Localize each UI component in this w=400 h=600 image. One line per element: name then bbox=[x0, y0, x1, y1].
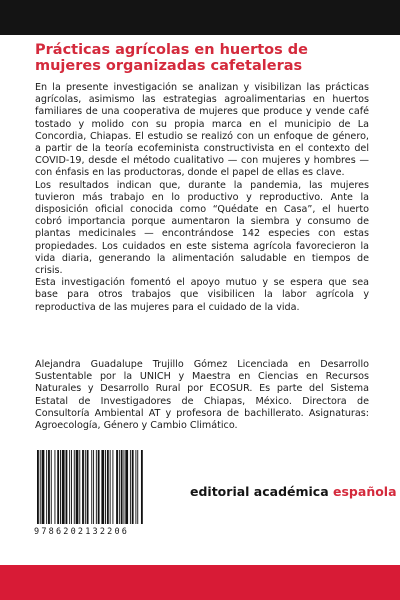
barcode-bar bbox=[105, 450, 106, 524]
barcode-bar bbox=[60, 450, 61, 524]
barcode-bar bbox=[119, 450, 120, 524]
book-title: Prácticas agrícolas en huertos de mujeres organizadas cafetaleras bbox=[35, 42, 309, 74]
barcode-bar bbox=[101, 450, 104, 524]
barcode-bar bbox=[141, 450, 143, 524]
top-color-band bbox=[0, 0, 400, 35]
abstract-paragraph: Los resultados indican que, durante la pandemia, las mujeres tuvieron más trabajo en lo productivo y reproductivo. Ante la disposición oficial conocida como “Quédate en Casa”, el huerto cobró importancia porque aumentaron la siembra y consumo de plantas medicinales — encontrándose 142 especies con estas propiedades. Los cuidados en este sistema agrícola favorecieron la vida diaria, generando la alimentación saludable en tiempos de crisis. bbox=[35, 179, 369, 277]
barcode-bar bbox=[121, 450, 123, 524]
barcode-bar bbox=[57, 450, 59, 524]
barcode-bar bbox=[96, 450, 97, 524]
barcode-bar bbox=[107, 450, 109, 524]
barcode-bar bbox=[85, 450, 86, 524]
barcode-bar bbox=[123, 450, 124, 524]
barcode-bar bbox=[48, 450, 50, 524]
barcode-bar bbox=[37, 450, 39, 524]
barcode-bar bbox=[79, 450, 80, 524]
barcode-bar bbox=[66, 450, 68, 524]
barcode-bar bbox=[137, 450, 138, 524]
publisher-name-accent: española bbox=[333, 484, 397, 499]
barcode-bar bbox=[98, 450, 100, 524]
barcode-bar bbox=[51, 450, 52, 524]
barcode-bar bbox=[130, 450, 131, 524]
barcode-bar bbox=[116, 450, 118, 524]
barcode-bar bbox=[93, 450, 94, 524]
barcode-bar bbox=[42, 450, 45, 524]
barcode-bar bbox=[91, 450, 92, 524]
publisher-logo bbox=[190, 484, 397, 499]
abstract-text bbox=[35, 82, 369, 314]
abstract-paragraph: En la presente investigación se analizan y visibilizan las prácticas agrícolas, asimismo las estrategias agroalimentarias en huertos familiares de una cooperativa de mujeres que produce y vende café tostado y molido con su propia marca en el municipio de La Concordia, Chiapas. El estudio se realizó con un enfoque de género, a partir de la teoría ecofeminista constructivista en el contexto del COVID-19, desde el método cualitativo — con mujeres y hombres — con énfasis en las productoras, donde el papel de ellas es clave. bbox=[35, 82, 369, 179]
barcode-bar bbox=[69, 450, 70, 524]
barcode-bar bbox=[135, 450, 136, 524]
barcode-bar bbox=[132, 450, 134, 524]
barcode-bar bbox=[87, 450, 89, 524]
publisher-name: editorial académica bbox=[190, 484, 329, 499]
barcode-bars bbox=[33, 448, 175, 526]
barcode-bar bbox=[54, 450, 55, 524]
barcode-bar bbox=[74, 450, 75, 524]
barcode-bar bbox=[46, 450, 47, 524]
barcode-bar bbox=[76, 450, 79, 524]
abstract-paragraph: Esta investigación fomentó el apoyo mutuo y se espera que sea base para otros trabajos que visibilicen la labor agrícola y reproductiva de las mujeres para el cuidado de la vida. bbox=[35, 277, 369, 313]
barcode-bar bbox=[62, 450, 65, 524]
barcode-bar bbox=[125, 450, 128, 524]
author-bio: Alejandra Guadalupe Trujillo Gómez Licenciada en Desarrollo Sustentable por la UNICH y Maestra en Ciencias en Recursos Naturales y Desarrollo Rural por ECOSUR. Es parte del Sistema Estatal de Investigadores de Chiapas, México. Directora de Consultoría Ambiental AT y profesora de bachillerato. Asignaturas: Agroecología, Género y Cambio Climático. bbox=[35, 359, 369, 432]
isbn-number: 9786202132206 bbox=[34, 527, 130, 537]
barcode-bar bbox=[82, 450, 84, 524]
barcode-bar bbox=[40, 450, 41, 524]
barcode-bar bbox=[110, 450, 111, 524]
bottom-color-band bbox=[0, 565, 400, 600]
barcode-bar bbox=[112, 450, 113, 524]
barcode-bar bbox=[71, 450, 72, 524]
